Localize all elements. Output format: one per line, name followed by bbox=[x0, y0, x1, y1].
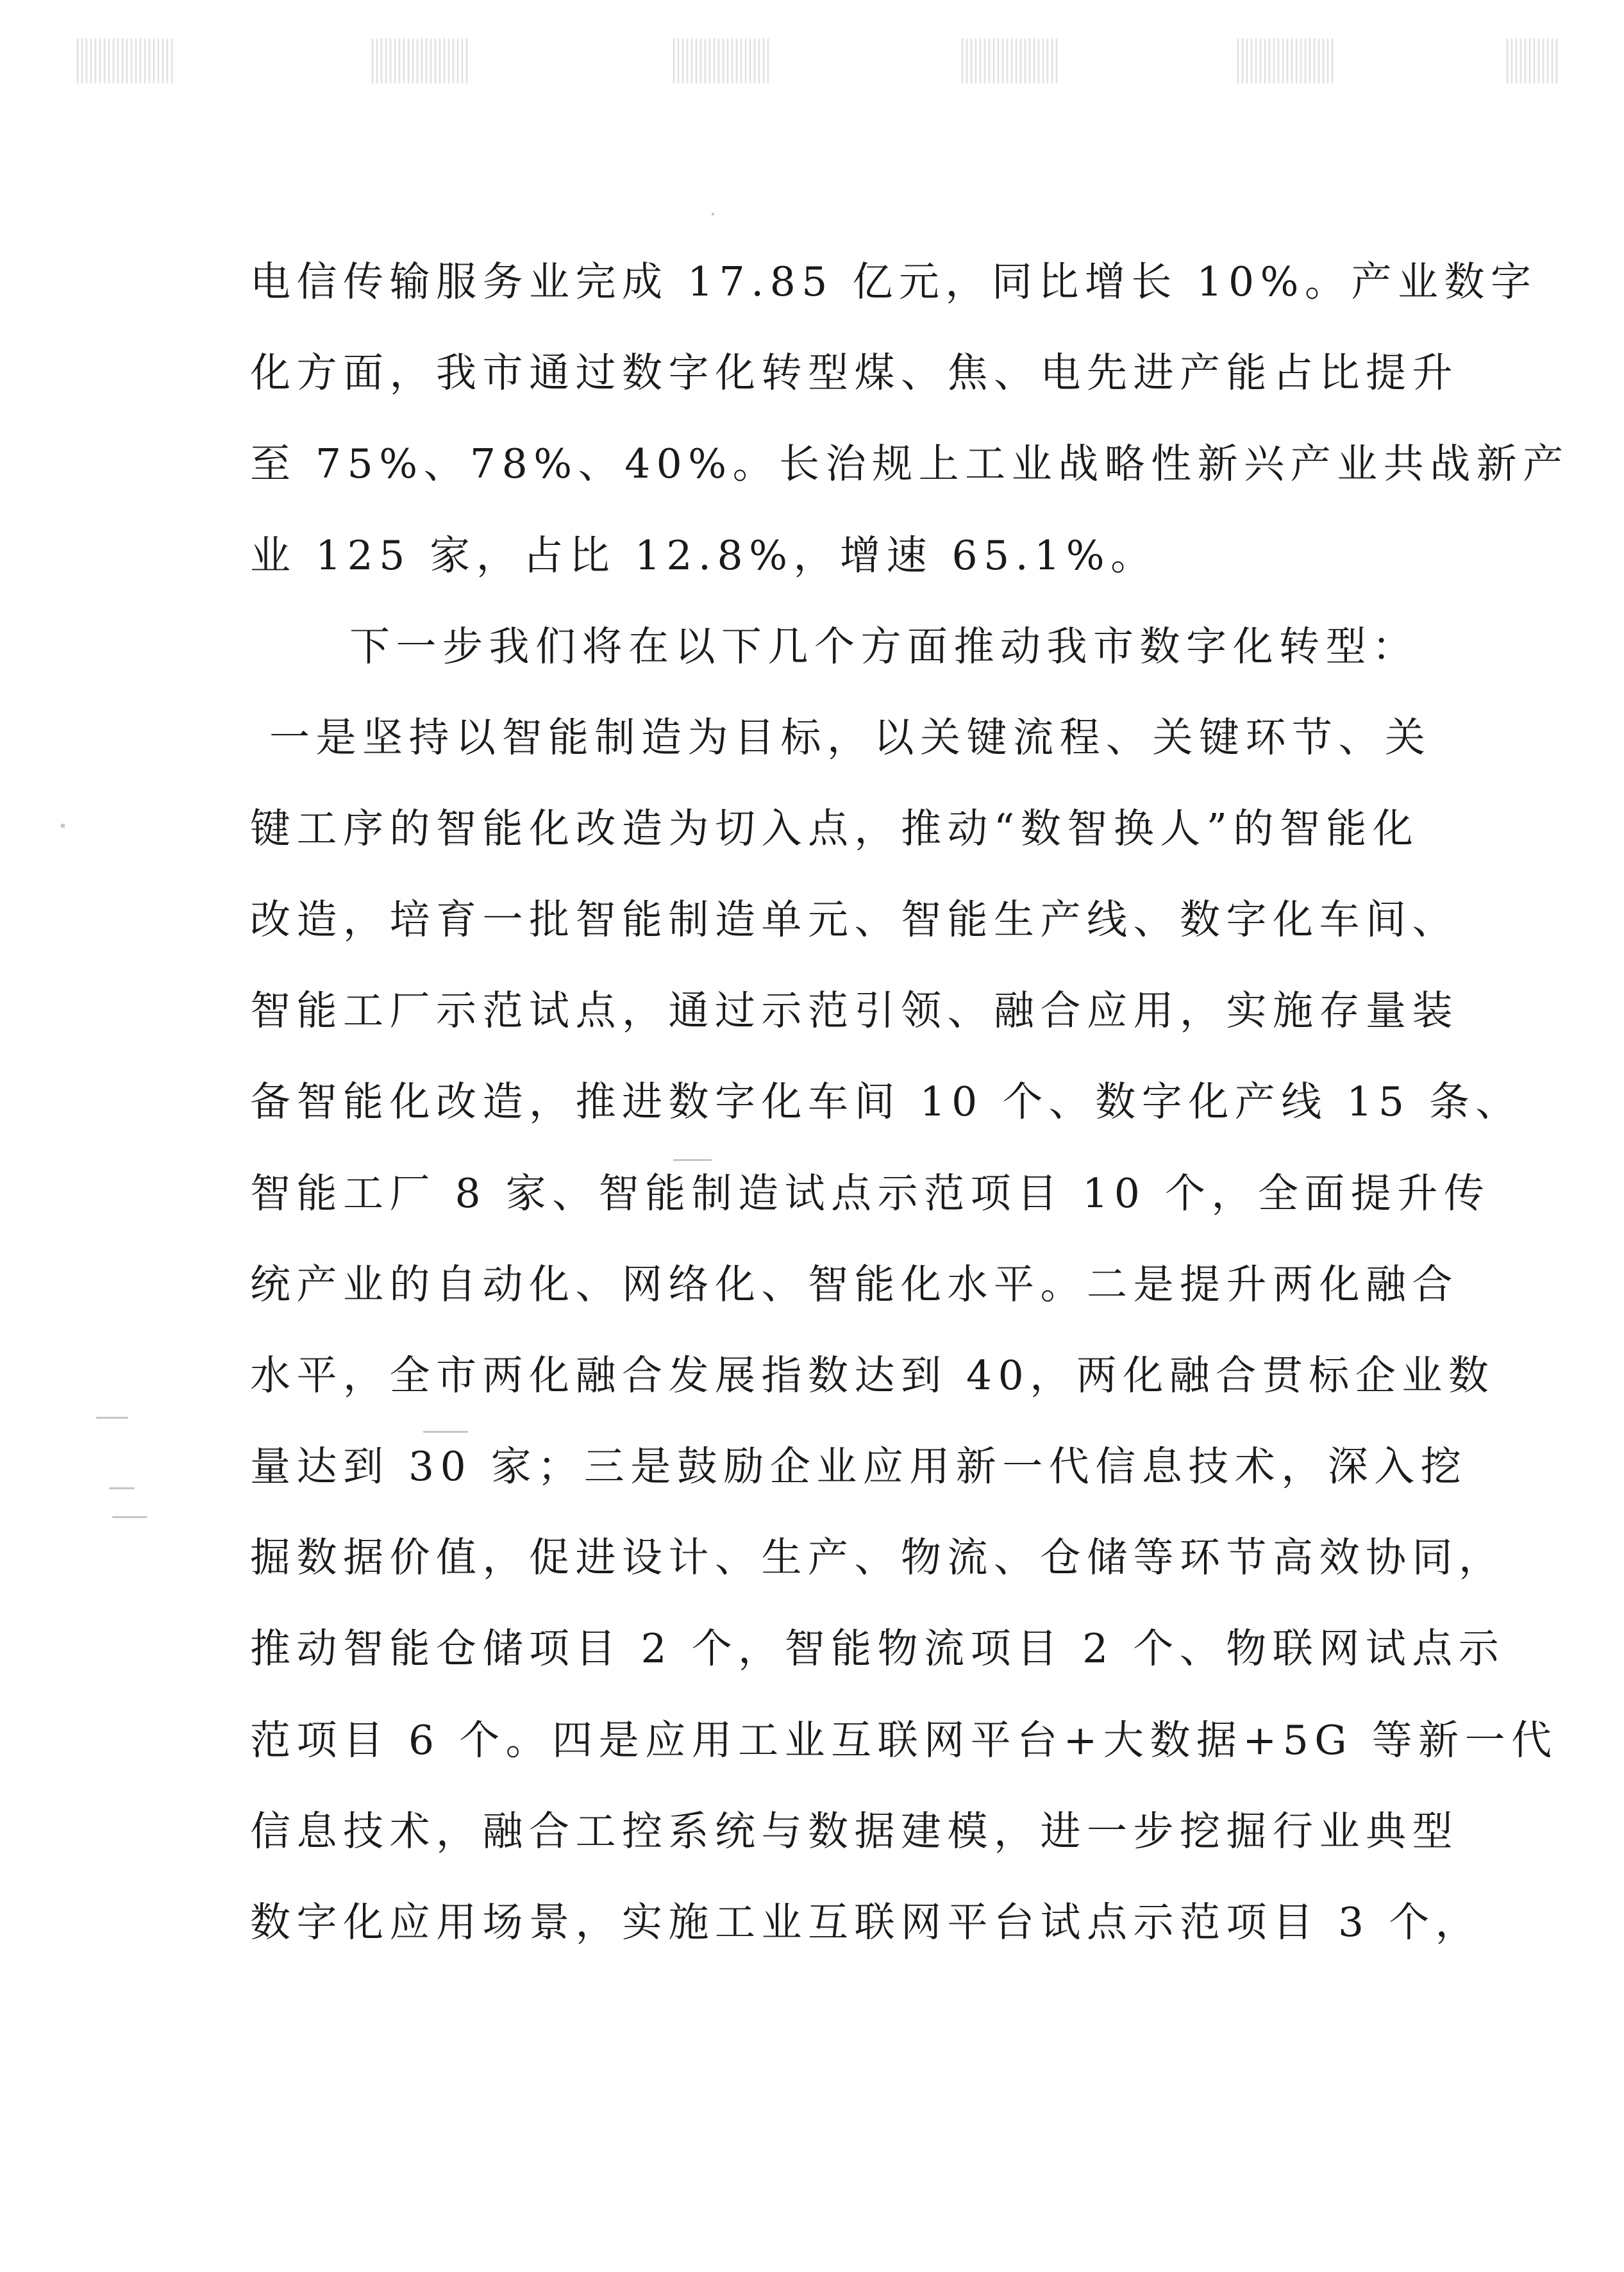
text-line: 水平，全市两化融合发展指数达到 40，两化融合贯标企业数 bbox=[250, 1352, 1495, 1399]
scan-artifact bbox=[77, 38, 173, 83]
scan-speck bbox=[61, 824, 65, 828]
scan-artifact bbox=[962, 38, 1058, 83]
scan-artifact bbox=[673, 38, 769, 83]
text-line: 量达到 30 家；三是鼓励企业应用新一代信息技术，深入挖 bbox=[250, 1443, 1468, 1490]
text-line: 改造，培育一批智能制造单元、智能生产线、数字化车间、 bbox=[250, 896, 1459, 943]
scan-artifact bbox=[372, 38, 468, 83]
paragraph-first-line: 一是坚持以智能制造为目标，以关键流程、关键环节、关 bbox=[269, 714, 1432, 761]
text-line: 信息技术，融合工控系统与数据建模，进一步挖掘行业典型 bbox=[250, 1808, 1459, 1855]
text-line: 业 125 家，占比 12.8%，增速 65.1%。 bbox=[250, 532, 1157, 579]
paragraph-first-line: 下一步我们将在以下几个方面推动我市数字化转型： bbox=[349, 623, 1419, 670]
scan-artifact bbox=[1237, 38, 1334, 83]
text-line: 智能工厂 8 家、智能制造试点示范项目 10 个，全面提升传 bbox=[250, 1170, 1491, 1217]
text-line: 范项目 6 个。四是应用工业互联网平台+大数据+5G 等新一代 bbox=[250, 1717, 1558, 1764]
text-line: 智能工厂示范试点，通过示范引领、融合应用，实施存量装 bbox=[250, 987, 1459, 1034]
text-line: 电信传输服务业完成 17.85 亿元，同比增长 10%。产业数字 bbox=[250, 258, 1537, 305]
text-line: 掘数据价值，促进设计、生产、物流、仓储等环节高效协同， bbox=[250, 1534, 1505, 1581]
scan-speck bbox=[96, 1417, 128, 1419]
text-line: 统产业的自动化、网络化、智能化水平。二是提升两化融合 bbox=[250, 1261, 1459, 1308]
text-line: 化方面，我市通过数字化转型煤、焦、电先进产能占比提升 bbox=[250, 349, 1459, 396]
scan-speck bbox=[712, 213, 714, 215]
text-line: 备智能化改造，推进数字化车间 10 个、数字化产线 15 条、 bbox=[250, 1078, 1522, 1125]
text-line: 推动智能仓储项目 2 个，智能物流项目 2 个、物联网试点示 bbox=[250, 1625, 1505, 1672]
text-line: 数字化应用场景，实施工业互联网平台试点示范项目 3 个， bbox=[250, 1899, 1482, 1946]
scan-artifact bbox=[1507, 38, 1558, 83]
text-line: 键工序的智能化改造为切入点，推动“数智换人”的智能化 bbox=[250, 805, 1419, 852]
scan-speck bbox=[109, 1487, 135, 1489]
text-line: 至 75%、78%、40%。长治规上工业战略性新兴产业共战新产 bbox=[250, 440, 1570, 487]
scan-speck bbox=[112, 1516, 147, 1518]
